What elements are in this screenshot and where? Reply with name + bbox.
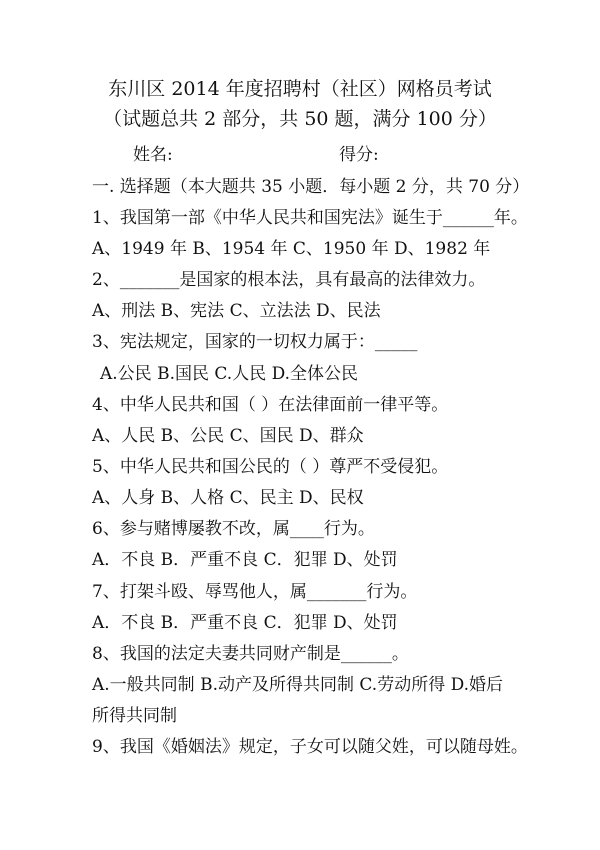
question-3: 3、宪法规定，国家的一切权力属于：_____: [92, 332, 418, 352]
question-3-options: A.公民 B.国民 C.人民 D.全体公民: [100, 364, 359, 384]
question-1-options: A、1949 年 B、1954 年 C、1950 年 D、1982 年: [92, 239, 491, 259]
question-1: 1、我国第一部《中华人民共和国宪法》诞生于______年。: [92, 208, 528, 228]
name-label: 姓名:: [133, 145, 173, 165]
question-9: 9、我国《婚姻法》规定，子女可以随父姓，可以随母姓。: [92, 737, 528, 757]
question-8: 8、我国的法定夫妻共同财产制是______。: [92, 644, 409, 664]
exam-subtitle: （试题总共 2 部分，共 50 题，满分 100 分）: [103, 108, 497, 130]
question-5: 5、中华人民共和国公民的（ ）尊严不受侵犯。: [92, 457, 449, 477]
question-8-options: A.一般共同制 B.动产及所得共同制 C.劳动所得 D.婚后: [92, 675, 504, 695]
question-6-options: A．不良 B．严重不良 C．犯罪 D、处罚: [92, 550, 398, 570]
question-8-options-continued: 所得共同制: [92, 706, 177, 726]
question-2-options: A、刑法 B、宪法 C、立法法 D、民法: [92, 301, 381, 321]
question-4: 4、中华人民共和国（ ）在法律面前一律平等。: [92, 395, 449, 415]
question-5-options: A、人身 B、人格 C、民主 D、民权: [92, 488, 364, 508]
section-heading: 一. 选择题（本大题共 35 小题．每小题 2 分，共 70 分）: [92, 177, 530, 197]
question-6: 6、参与赌博屡教不改，属____行为。: [92, 519, 375, 539]
question-4-options: A、人民 B、公民 C、国民 D、群众: [92, 426, 364, 446]
score-label: 得分:: [339, 145, 379, 165]
exam-title: 东川区 2014 年度招聘村（社区）网格员考试: [108, 78, 492, 100]
question-7-options: A．不良 B．严重不良 C．犯罪 D、处罚: [92, 613, 398, 633]
question-7: 7、打架斗殴、辱骂他人，属_______行为。: [92, 582, 418, 602]
question-2: 2、_______是国家的根本法，具有最高的法律效力。: [92, 270, 486, 290]
